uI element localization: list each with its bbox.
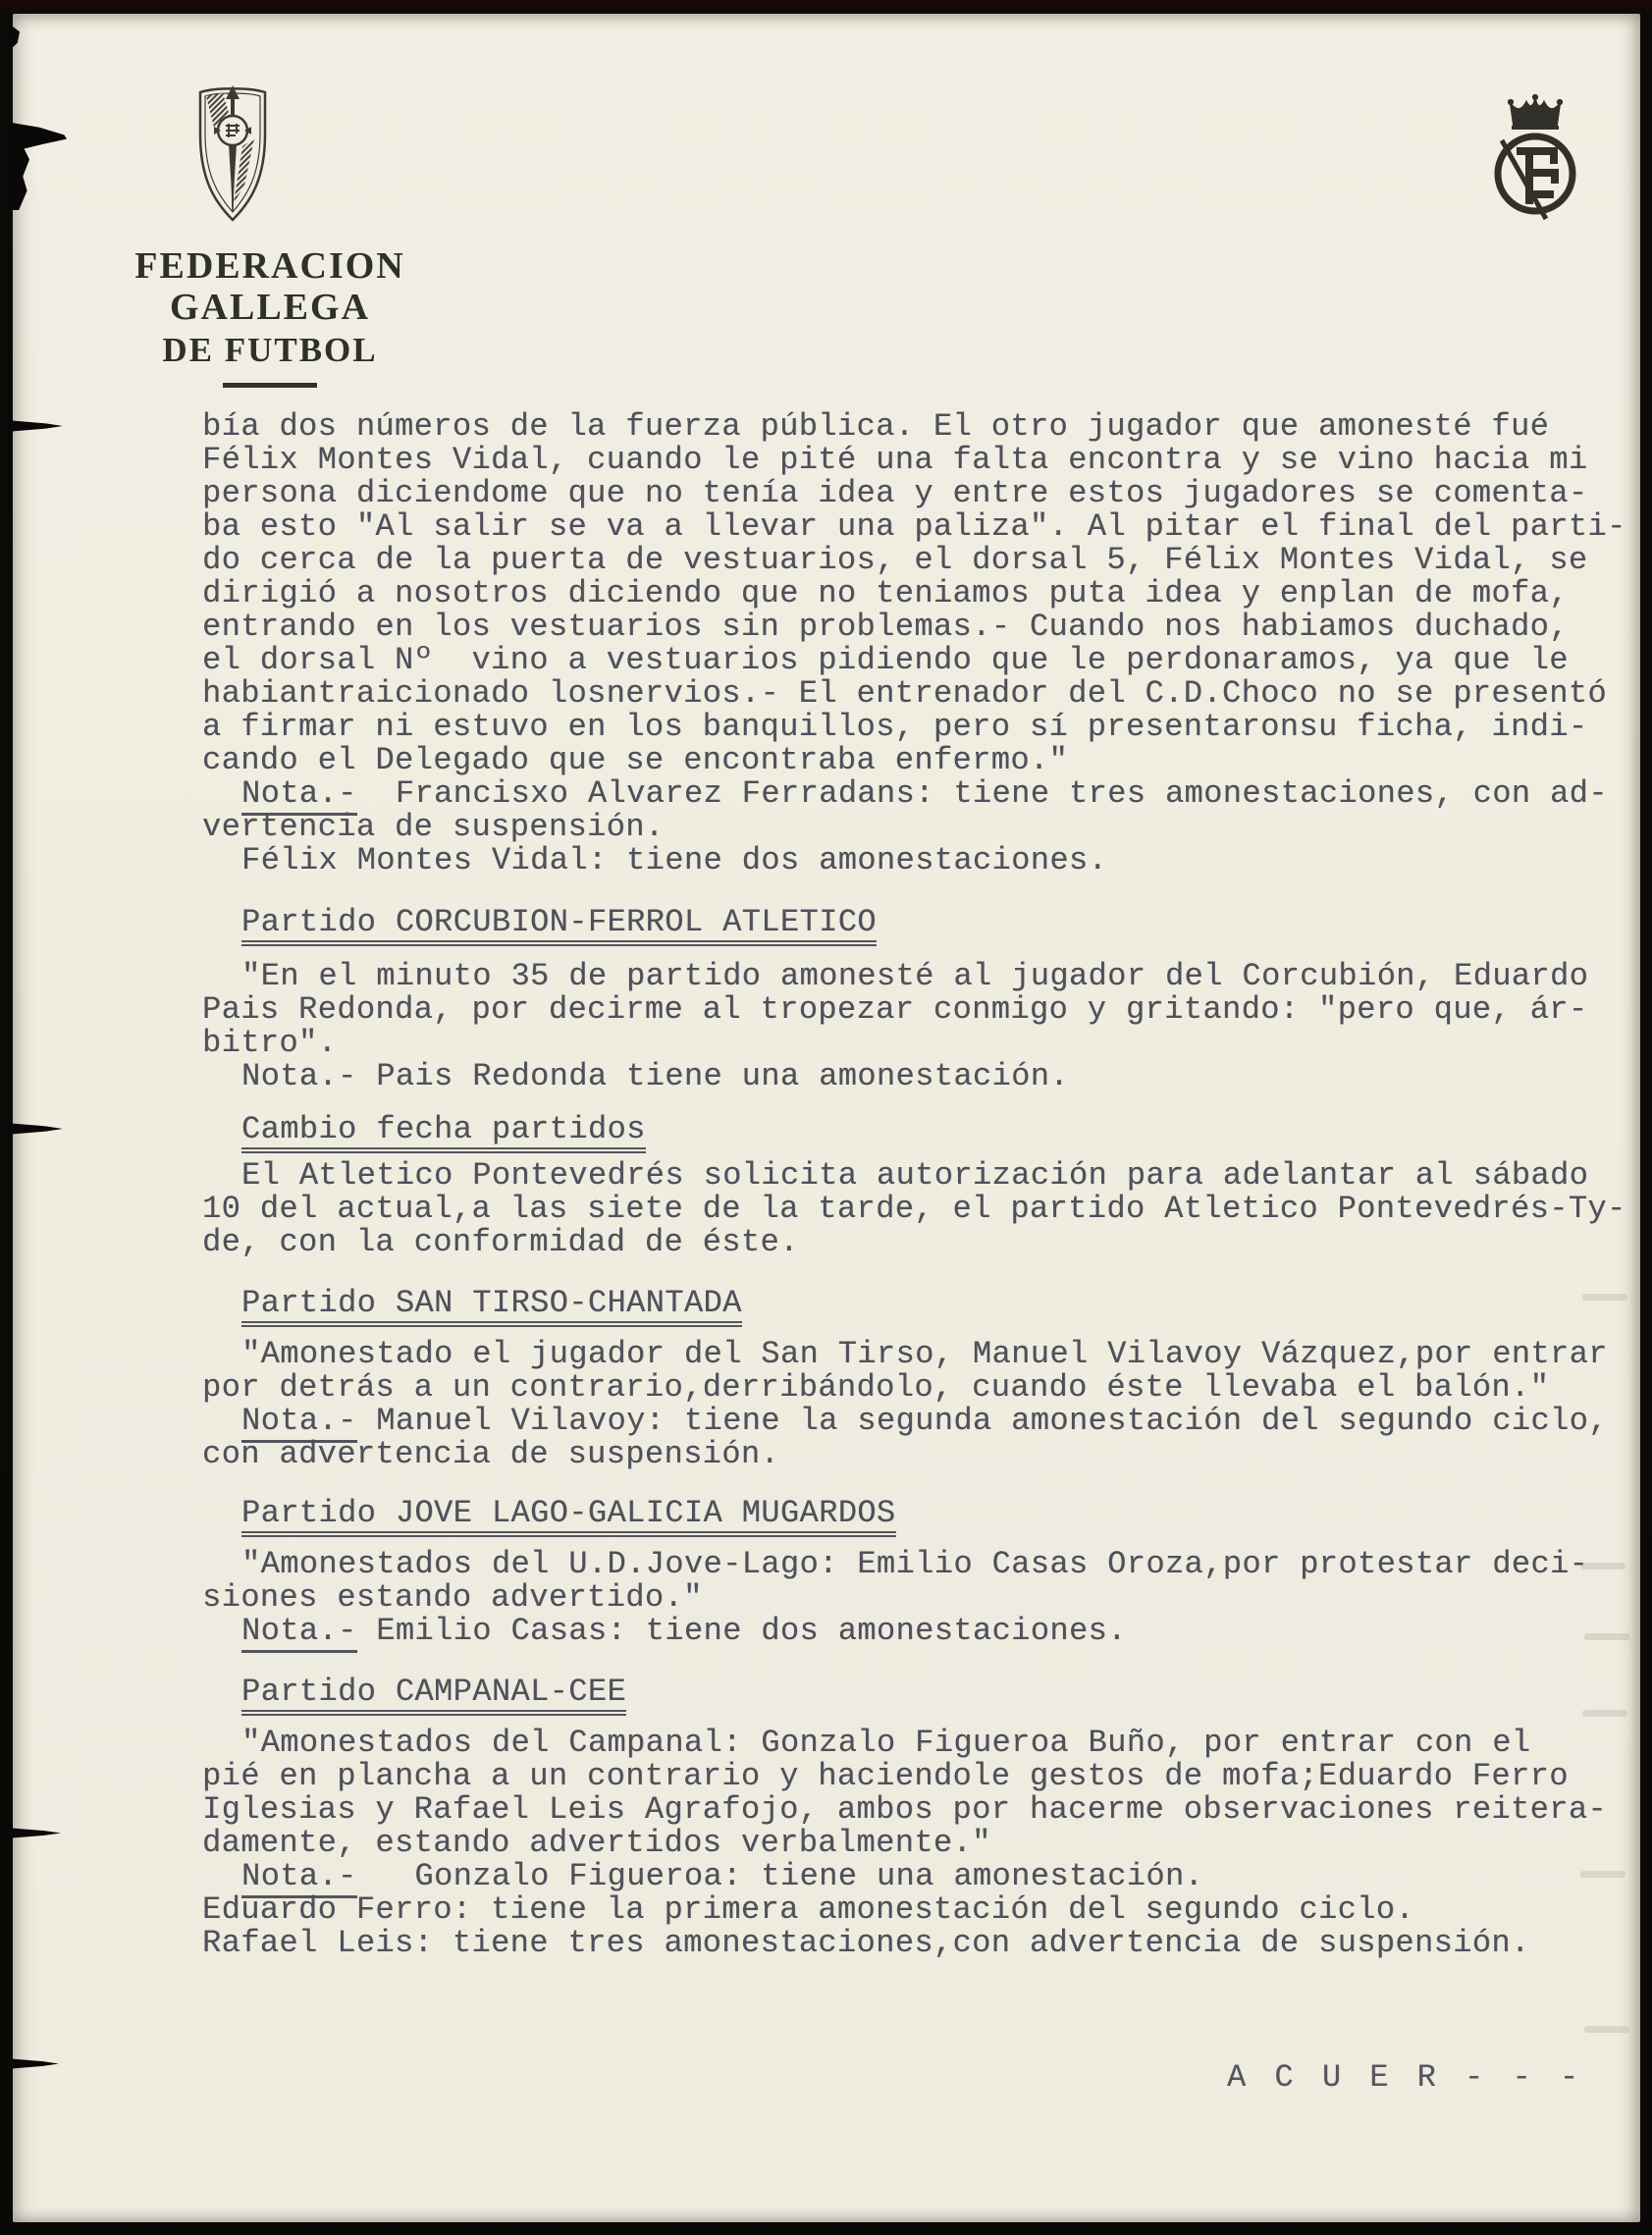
- report-line: con advertencia de suspensión.: [202, 1436, 780, 1472]
- report-line: por detrás a un contrario,derribándolo, cuando éste llevaba el balón.": [202, 1369, 1550, 1406]
- report-line: ba esto "Al salir se va a llevar una paliza". Al pitar el final del parti-: [202, 508, 1626, 545]
- report-line: Iglesias y Rafael Leis Agrafojo, ambos por hacerme observaciones reitera-: [202, 1791, 1608, 1828]
- bleed-mark: [1582, 1710, 1627, 1717]
- report-line: entrando en los vestuarios sin problemas.- Cuando nos habiamos duchado,: [202, 609, 1569, 645]
- section-heading: [202, 1287, 1645, 1320]
- closing-word-fragment: A C U E R - - -: [1227, 2059, 1584, 2096]
- report-line: habiantraicionado losnervios.- El entrenador del C.D.Choco no se presentó: [202, 675, 1608, 712]
- report-line: Eduardo Ferro: tiene la primera amonestación del segundo ciclo.: [202, 1891, 1414, 1928]
- section-heading: [202, 1497, 1645, 1530]
- report-line: 10 del actual,a las siete de la tarde, el partido Atletico Pontevedrés-Ty-: [202, 1191, 1626, 1227]
- bleed-mark: [1584, 1633, 1629, 1640]
- nota-label: Nota.-: [241, 1403, 357, 1443]
- report-line: de, con la conformidad de éste.: [202, 1224, 799, 1260]
- crowned-monogram-icon: [1490, 90, 1580, 224]
- report-line: "Amonestados del Campanal: Gonzalo Figueroa Buño, por entrar con el: [241, 1725, 1531, 1761]
- nota-line: [202, 1860, 1645, 1893]
- org-name-line1: FEDERACION GALLEGA: [134, 245, 405, 328]
- bleed-mark: [1582, 1294, 1627, 1301]
- section-heading-text: Partido SAN TIRSO-CHANTADA: [241, 1287, 742, 1327]
- section-heading-text: Partido CORCUBION-FERROL ATLETICO: [241, 906, 877, 946]
- nota-label: Nota.-: [241, 775, 357, 816]
- report-line: el dorsal Nº vino a vestuarios pidiendo que le perdonaramos, ya que le: [202, 642, 1569, 678]
- section-heading: [202, 1113, 1645, 1146]
- paper-sheet: [13, 14, 1640, 2222]
- report-line: pié en plancha a un contrario y haciendole gestos de mofa;Eduardo Ferro: [202, 1758, 1569, 1794]
- report-line: "Amonestados del U.D.Jove-Lago: Emilio Casas Oroza,por protestar deci-: [241, 1546, 1589, 1582]
- report-line: vertencia de suspensión.: [202, 809, 665, 845]
- letterhead-rule: [223, 383, 317, 388]
- report-line: "En el minuto 35 de partido amonesté al jugador del Corcubión, Eduardo: [241, 958, 1589, 994]
- report-line: "Amonestado el jugador del San Tirso, Manuel Vilavoy Vázquez,por entrar: [241, 1336, 1608, 1372]
- report-line: Félix Montes Vidal: tiene dos amonestaciones.: [241, 842, 1108, 878]
- report-line: Rafael Leis: tiene tres amonestaciones,con advertencia de suspensión.: [202, 1925, 1530, 1961]
- report-line: siones estando advertido.": [202, 1579, 703, 1616]
- report-line: El Atletico Pontevedrés solicita autorización para adelantar al sábado: [241, 1157, 1589, 1194]
- report-line: Félix Montes Vidal, cuando le pité una falta encontra y se vino hacia mi: [202, 442, 1588, 478]
- nota-line: [202, 1405, 1645, 1438]
- nota-text: Emilio Casas: tiene dos amonestaciones.: [356, 1613, 1127, 1649]
- section-heading: [202, 1676, 1645, 1709]
- nota-label: Nota.-: [241, 1858, 357, 1898]
- bleed-mark: [1580, 1563, 1625, 1570]
- nota-line: [202, 1615, 1645, 1648]
- nota-line: Nota.- Pais Redonda tiene una amonestación.: [241, 1058, 1069, 1094]
- report-line: bía dos números de la fuerza pública. El otro jugador que amonesté fué: [202, 408, 1550, 445]
- report-line: do cerca de la puerta de vestuarios, el dorsal 5, Félix Montes Vidal, se: [202, 542, 1588, 578]
- letterhead: [69, 245, 471, 388]
- report-line: dirigió a nosotros diciendo que no teniamos puta idea y enplan de mofa,: [202, 575, 1569, 612]
- report-line: damente, estando advertidos verbalmente.": [202, 1825, 991, 1861]
- nota-label: Nota.-: [241, 1613, 357, 1653]
- report-line: persona diciendome que no tenía idea y entre estos jugadores se comenta-: [202, 475, 1588, 511]
- report-line: a firmar ni estuvo en los banquillos, pero sí presentaronsu ficha, indi-: [202, 709, 1588, 745]
- org-name-line2: DE FUTBOL: [162, 331, 378, 369]
- bleed-mark: [1580, 1871, 1625, 1878]
- section-heading-text: Cambio fecha partidos: [241, 1113, 646, 1153]
- section-heading: [202, 906, 1645, 939]
- report-line: bitro".: [202, 1025, 338, 1061]
- nota-text: Francisxo Alvarez Ferradans: tiene tres amonestaciones, con ad-: [356, 775, 1608, 812]
- section-heading-text: Partido CAMPANAL-CEE: [241, 1676, 626, 1716]
- nota-text: Gonzalo Figueroa: tiene una amonestación.: [356, 1858, 1204, 1894]
- nota-line: [202, 777, 1645, 811]
- report-body: [202, 410, 1645, 1960]
- section-heading-text: Partido JOVE LAGO-GALICIA MUGARDOS: [241, 1497, 896, 1537]
- federation-shield-icon: [193, 83, 272, 226]
- nota-text: Manuel Vilavoy: tiene la segunda amonestación del segundo ciclo,: [356, 1403, 1608, 1439]
- report-line: Pais Redonda, por decirme al tropezar conmigo y gritando: "pero que, ár-: [202, 991, 1588, 1028]
- report-line: cando el Delegado que se encontraba enfermo.": [202, 742, 1069, 778]
- bleed-mark: [1584, 2026, 1629, 2033]
